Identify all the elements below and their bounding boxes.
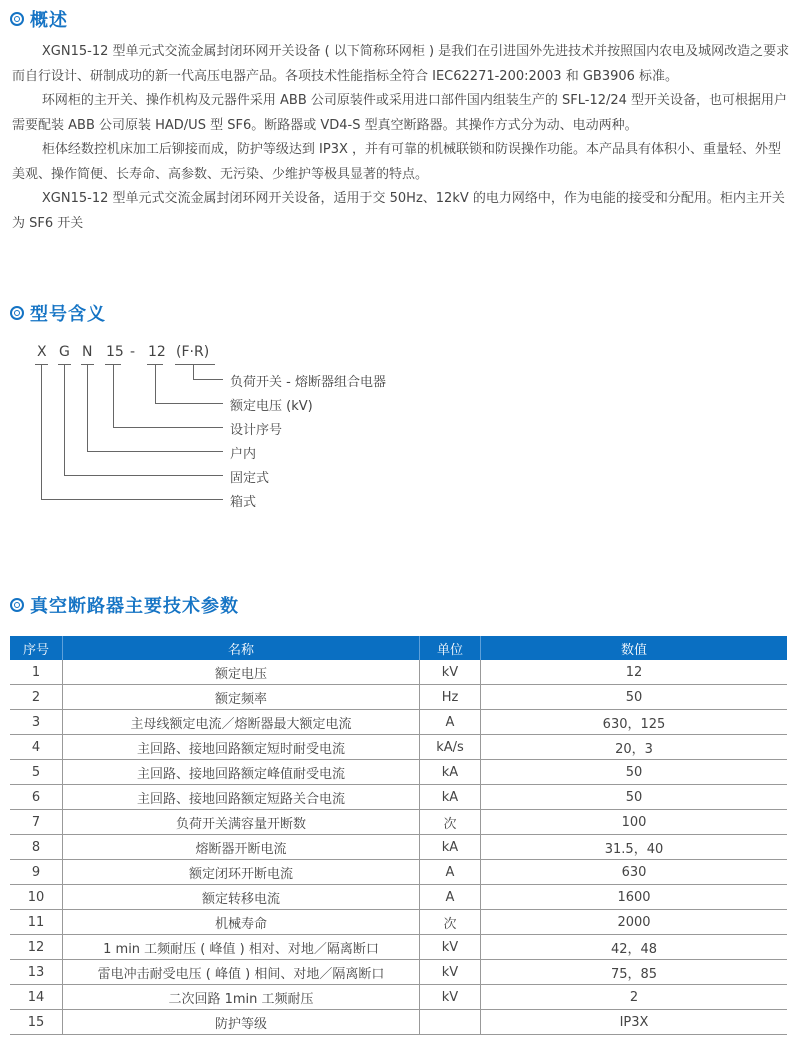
cell-value: 20，3 bbox=[481, 735, 788, 760]
cell-index: 12 bbox=[10, 935, 63, 960]
double-circle-icon bbox=[10, 12, 24, 26]
cell-name: 二次回路 1min 工频耐压 bbox=[63, 985, 420, 1010]
cell-name: 负荷开关满容量开断数 bbox=[63, 810, 420, 835]
cell-value: 75，85 bbox=[481, 960, 788, 985]
column-header-index: 序号 bbox=[10, 636, 63, 660]
meaning-g: 固定式 bbox=[230, 471, 270, 486]
cell-name: 主回路、接地回路额定短路关合电流 bbox=[63, 785, 420, 810]
overview-paragraph: 环网柜的主开关、操作机构及元器件采用 ABB 公司原装件或采用进口部件国内组装生产的 SFL-12/24 型开关设备，也可根据用户需要配装 ABB 公司原装 HAD/US 型 SF6。断路器或 VD4-S 型真空断路器。其操作方式分为动、电动两种。 bbox=[12, 93, 788, 133]
code-15: 15 bbox=[106, 344, 124, 360]
column-header-value: 数值 bbox=[481, 636, 788, 660]
cell-index: 15 bbox=[10, 1010, 63, 1035]
cell-value: IP3X bbox=[481, 1010, 788, 1035]
cell-index: 3 bbox=[10, 710, 63, 735]
cell-name: 额定闭环开断电流 bbox=[63, 860, 420, 885]
meaning-12: 额定电压 (kV) bbox=[230, 399, 313, 414]
cell-value: 12 bbox=[481, 660, 788, 685]
column-header-name: 名称 bbox=[63, 636, 420, 660]
cell-index: 1 bbox=[10, 660, 63, 685]
cell-value: 31.5，40 bbox=[481, 835, 788, 860]
cell-unit: A bbox=[420, 885, 481, 910]
table-row bbox=[10, 860, 787, 885]
cell-name: 额定转移电流 bbox=[63, 885, 420, 910]
table-row bbox=[10, 785, 787, 810]
table-row bbox=[10, 885, 787, 910]
cell-name: 主回路、接地回路额定峰值耐受电流 bbox=[63, 760, 420, 785]
cell-unit: 次 bbox=[420, 810, 481, 835]
section-title-overview bbox=[10, 6, 68, 32]
cell-value: 50 bbox=[481, 685, 788, 710]
cell-name: 机械寿命 bbox=[63, 910, 420, 935]
cell-value: 2000 bbox=[481, 910, 788, 935]
table-row bbox=[10, 760, 787, 785]
table-row bbox=[10, 835, 787, 860]
cell-value: 630 bbox=[481, 860, 788, 885]
cell-unit: kV bbox=[420, 935, 481, 960]
cell-value: 1600 bbox=[481, 885, 788, 910]
table-row bbox=[10, 910, 787, 935]
overview-paragraph: XGN15-12 型单元式交流金属封闭环网开关设备，适用于交 50Hz、12kV 的电力网络中，作为电能的接受和分配用。柜内主开关为 SF6 开关 bbox=[12, 191, 785, 231]
cell-unit: A bbox=[420, 710, 481, 735]
cell-value: 42，48 bbox=[481, 935, 788, 960]
overview-text bbox=[12, 40, 792, 236]
cell-unit: kA bbox=[420, 835, 481, 860]
cell-name: 额定电压 bbox=[63, 660, 420, 685]
cell-index: 9 bbox=[10, 860, 63, 885]
cell-name: 熔断器开断电流 bbox=[63, 835, 420, 860]
specs-table bbox=[10, 636, 787, 1035]
code-n: N bbox=[82, 344, 93, 360]
specs-table-body bbox=[10, 660, 787, 1035]
cell-name: 主母线额定电流／熔断器最大额定电流 bbox=[63, 710, 420, 735]
cell-value: 630，125 bbox=[481, 710, 788, 735]
meaning-fr: 负荷开关 - 熔断器组合电器 bbox=[230, 375, 386, 390]
code-x: X bbox=[37, 344, 47, 360]
table-row bbox=[10, 1010, 787, 1035]
meaning-n: 户内 bbox=[230, 447, 257, 462]
table-row bbox=[10, 685, 787, 710]
section-title-model bbox=[10, 300, 106, 326]
cell-index: 13 bbox=[10, 960, 63, 985]
code-12: 12 bbox=[148, 344, 166, 360]
table-row bbox=[10, 960, 787, 985]
cell-unit: kV bbox=[420, 985, 481, 1010]
cell-unit bbox=[420, 1010, 481, 1035]
double-circle-icon bbox=[10, 598, 24, 612]
cell-index: 5 bbox=[10, 760, 63, 785]
cell-index: 10 bbox=[10, 885, 63, 910]
cell-name: 主回路、接地回路额定短时耐受电流 bbox=[63, 735, 420, 760]
cell-name: 防护等级 bbox=[63, 1010, 420, 1035]
cell-value: 100 bbox=[481, 810, 788, 835]
code-g: G bbox=[59, 344, 70, 360]
meaning-15: 设计序号 bbox=[230, 423, 283, 438]
column-header-unit: 单位 bbox=[420, 636, 481, 660]
table-row bbox=[10, 935, 787, 960]
cell-index: 11 bbox=[10, 910, 63, 935]
overview-paragraph: XGN15-12 型单元式交流金属封闭环网开关设备 ( 以下简称环网柜 ) 是我们在引进国外先进技术并按照国内农电及城网改造之要求而自行设计、研制成功的新一代高压电器产品。各项技术性能指标全符合 IEC62271-200:2003 和 GB3906 标准。 bbox=[12, 44, 790, 84]
cell-unit: kA bbox=[420, 760, 481, 785]
table-row bbox=[10, 985, 787, 1010]
overview-paragraph: 柜体经数控机床加工后铆接而成，防护等级达到 IP3X ，并有可靠的机械联锁和防误操作功能。本产品具有体积小、重量轻、外型美观、操作简便、长寿命、高参数、无污染、少维护等极具显著的特点。 bbox=[12, 142, 782, 182]
code-fr: (F·R) bbox=[176, 344, 210, 360]
cell-unit: kV bbox=[420, 660, 481, 685]
cell-unit: kA bbox=[420, 785, 481, 810]
cell-index: 7 bbox=[10, 810, 63, 835]
cell-unit: Hz bbox=[420, 685, 481, 710]
section-title-specs bbox=[10, 592, 239, 618]
code-dash: - bbox=[130, 344, 136, 360]
meaning-x: 箱式 bbox=[230, 495, 257, 510]
cell-unit: kV bbox=[420, 960, 481, 985]
table-row bbox=[10, 735, 787, 760]
table-row bbox=[10, 710, 787, 735]
table-row bbox=[10, 660, 787, 685]
cell-index: 6 bbox=[10, 785, 63, 810]
double-circle-icon bbox=[10, 306, 24, 320]
model-title-text: 型号含义 bbox=[30, 304, 106, 325]
cell-index: 8 bbox=[10, 835, 63, 860]
cell-name: 额定频率 bbox=[63, 685, 420, 710]
cell-value: 50 bbox=[481, 760, 788, 785]
cell-index: 2 bbox=[10, 685, 63, 710]
cell-name: 雷电冲击耐受电压 ( 峰值 ) 相间、对地／隔离断口 bbox=[63, 960, 420, 985]
cell-index: 4 bbox=[10, 735, 63, 760]
model-code-diagram bbox=[30, 340, 430, 520]
cell-unit: A bbox=[420, 860, 481, 885]
table-header-row bbox=[10, 636, 787, 660]
cell-unit: 次 bbox=[420, 910, 481, 935]
cell-value: 2 bbox=[481, 985, 788, 1010]
table-row bbox=[10, 810, 787, 835]
overview-title-text: 概述 bbox=[30, 10, 68, 31]
specs-title-text: 真空断路器主要技术参数 bbox=[30, 596, 239, 617]
cell-value: 50 bbox=[481, 785, 788, 810]
cell-unit: kA/s bbox=[420, 735, 481, 760]
cell-name: 1 min 工频耐压 ( 峰值 ) 相对、对地／隔离断口 bbox=[63, 935, 420, 960]
cell-index: 14 bbox=[10, 985, 63, 1010]
